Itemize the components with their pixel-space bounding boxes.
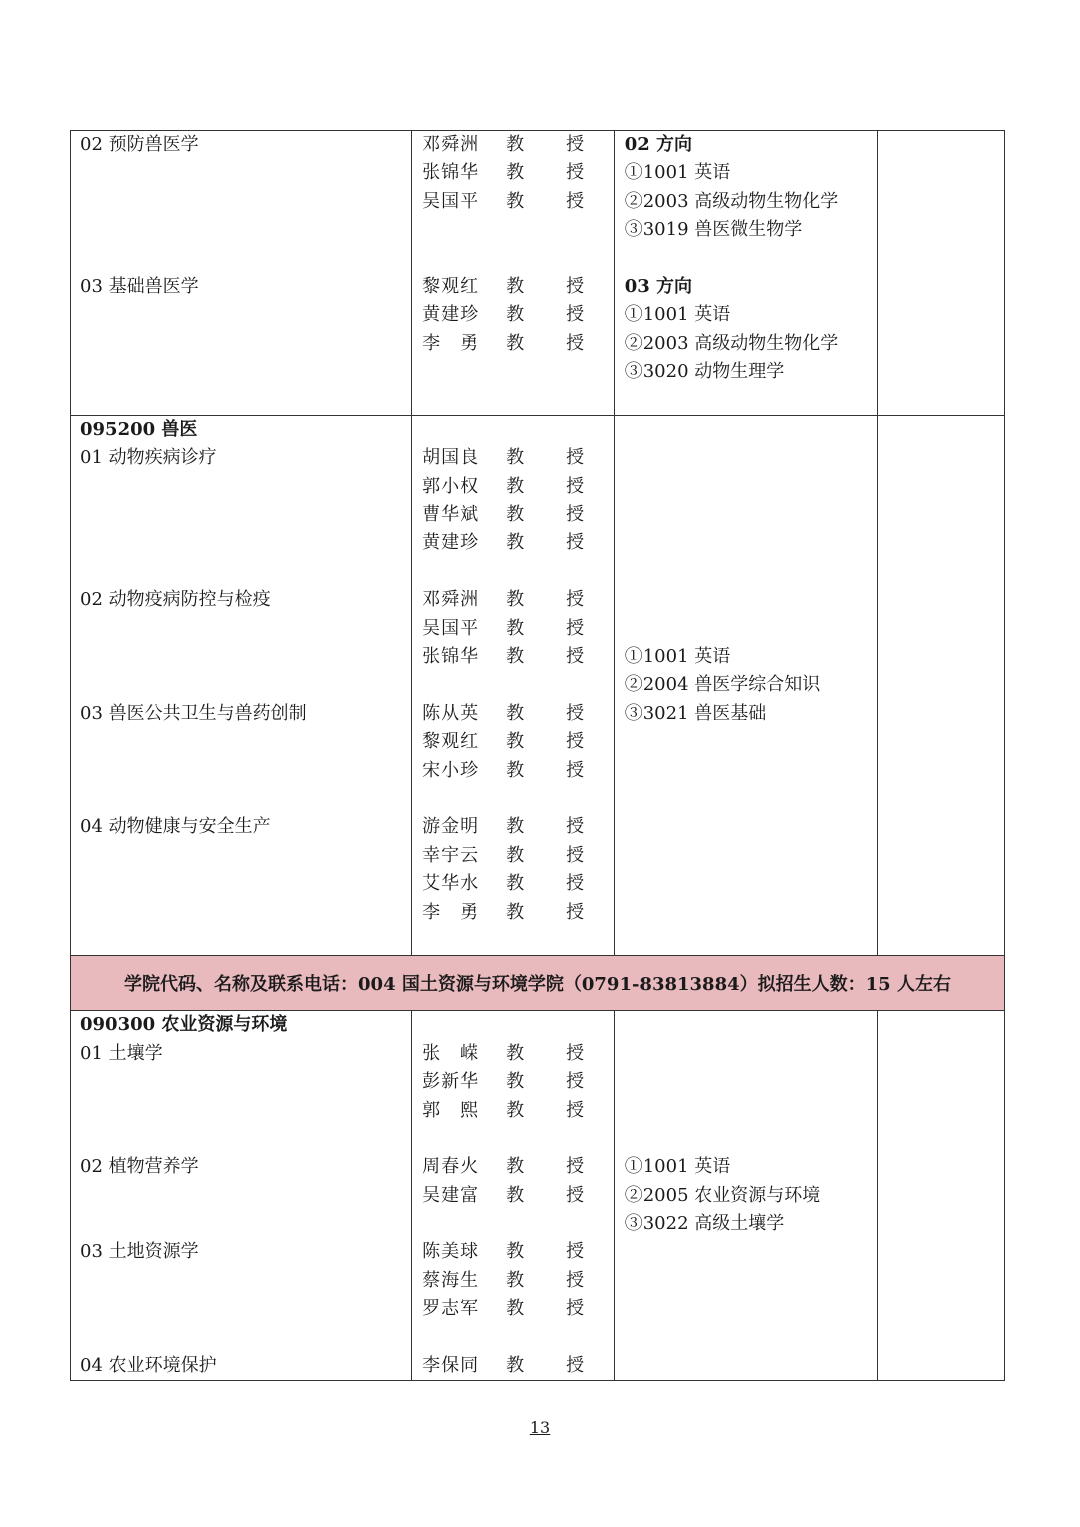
- direction-label: 02 动物疫病防控与检疫: [80, 589, 271, 611]
- direction-label: 01 动物疾病诊疗: [80, 447, 217, 469]
- supervisor-entry: 郭 熙 教 授: [422, 1099, 597, 1121]
- major-heading: 090300 农业资源与环境: [80, 1014, 288, 1036]
- direction-cell: [71, 415, 412, 955]
- direction-label: 03 基础兽医学: [80, 275, 199, 297]
- exam-subject: ③3022 高级土壤学: [624, 1213, 785, 1235]
- supervisor-entry: 黎观红 教 授: [422, 731, 597, 753]
- supervisor-cell: [412, 415, 615, 955]
- supervisor-entry: 黎观红 教 授: [422, 275, 597, 297]
- direction-label: 03 兽医公共卫生与兽药创制: [80, 702, 307, 724]
- supervisor-entry: 郭小权 教 授: [422, 475, 597, 497]
- supervisor-entry: 邓舜洲 教 授: [422, 589, 597, 611]
- table-row: [71, 956, 1005, 1011]
- direction-label: 02 预防兽医学: [80, 134, 199, 155]
- supervisor-entry: 彭新华 教 授: [422, 1071, 597, 1093]
- supervisor-entry: 李保同 教 授: [422, 1355, 597, 1377]
- supervisor-entry: 张 嵘 教 授: [422, 1042, 597, 1064]
- supervisor-entry: 蔡海生 教 授: [422, 1269, 597, 1291]
- direction-label: 03 土地资源学: [80, 1241, 199, 1263]
- supervisor-entry: 宋小珍 教 授: [422, 759, 597, 781]
- supervisor-entry: 黄建珍 教 授: [422, 304, 597, 326]
- supervisor-entry: 胡国良 教 授: [422, 447, 597, 469]
- exam-subject: ③3020 动物生理学: [624, 361, 785, 383]
- supervisor-entry: 邓舜洲 教 授: [422, 134, 597, 155]
- exam-cell: [614, 415, 877, 955]
- exam-subject: ①1001 英语: [624, 304, 731, 326]
- supervisor-cell: [412, 1011, 615, 1381]
- supervisor-entry: 罗志军 教 授: [422, 1298, 597, 1320]
- exam-subject: ③3021 兽医基础: [624, 702, 767, 724]
- enrollment-table: [70, 130, 1005, 1381]
- college-info-band: 学院代码、名称及联系电话：004 国土资源与环境学院（0791-83813884）拟招生人数：15 人左右: [71, 956, 1005, 1011]
- direction-label: 01 土壤学: [80, 1042, 163, 1064]
- remarks-cell: [877, 131, 1004, 416]
- supervisor-entry: 陈美球 教 授: [422, 1241, 597, 1263]
- page-number: 13: [529, 1418, 551, 1437]
- exam-cell: [614, 131, 877, 416]
- exam-direction-heading: 03 方向: [624, 275, 693, 297]
- exam-subject: ③3019 兽医微生物学: [624, 219, 803, 241]
- direction-label: 02 植物营养学: [80, 1156, 199, 1178]
- supervisor-entry: 吴国平 教 授: [422, 190, 597, 212]
- table-row: [71, 1011, 1005, 1381]
- exam-subject: ①1001 英语: [624, 646, 731, 668]
- supervisor-entry: 张锦华 教 授: [422, 162, 597, 184]
- supervisor-entry: 李 勇 教 授: [422, 332, 597, 354]
- supervisor-entry: 吴建富 教 授: [422, 1184, 597, 1206]
- major-heading: 095200 兽医: [80, 418, 198, 440]
- exam-subject: ②2003 高级动物生物化学: [624, 332, 839, 354]
- supervisor-entry: 陈从英 教 授: [422, 702, 597, 724]
- supervisor-entry: 曹华斌 教 授: [422, 504, 597, 526]
- exam-cell: [614, 1011, 877, 1381]
- supervisor-entry: 张锦华 教 授: [422, 646, 597, 668]
- supervisor-cell: [412, 131, 615, 416]
- direction-label: 04 农业环境保护: [80, 1355, 217, 1377]
- exam-subject: ①1001 英语: [624, 162, 731, 184]
- direction-cell: [71, 1011, 412, 1381]
- exam-direction-heading: 02 方向: [624, 134, 693, 155]
- remarks-cell: [877, 415, 1004, 955]
- remarks-cell: [877, 1011, 1004, 1381]
- table-row: [71, 415, 1005, 955]
- supervisor-entry: 吴国平 教 授: [422, 617, 597, 639]
- supervisor-entry: 幸宇云 教 授: [422, 844, 597, 866]
- supervisor-entry: 黄建珍 教 授: [422, 532, 597, 554]
- supervisor-entry: 李 勇 教 授: [422, 901, 597, 923]
- supervisor-entry: 游金明 教 授: [422, 816, 597, 838]
- exam-subject: ①1001 英语: [624, 1156, 731, 1178]
- exam-subject: ②2004 兽医学综合知识: [624, 674, 821, 696]
- supervisor-entry: 周春火 教 授: [422, 1156, 597, 1178]
- direction-cell: [71, 131, 412, 416]
- table-row: [71, 131, 1005, 416]
- supervisor-entry: 艾华水 教 授: [422, 873, 597, 895]
- direction-label: 04 动物健康与安全生产: [80, 816, 271, 838]
- exam-subject: ②2003 高级动物生物化学: [624, 190, 839, 212]
- exam-subject: ②2005 农业资源与环境: [624, 1184, 821, 1206]
